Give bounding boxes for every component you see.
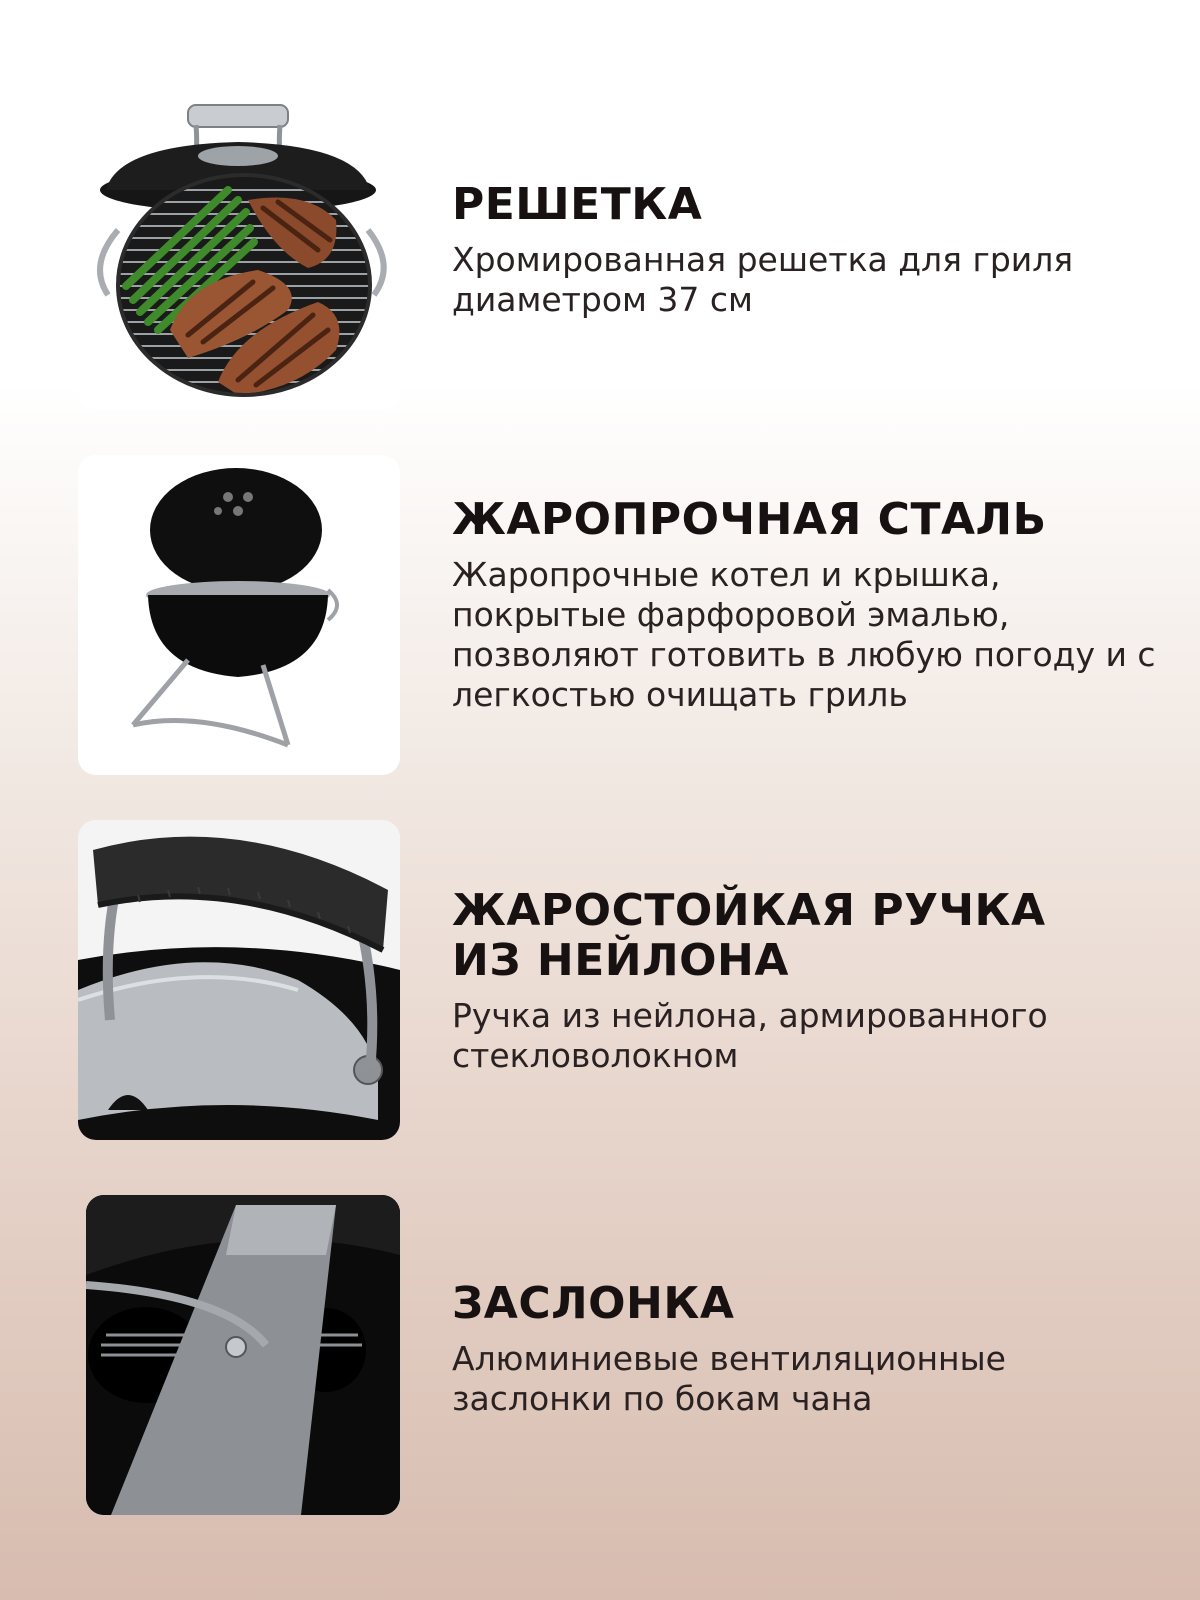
feature-description: Ручка из нейлона, армированного стекловолокном: [452, 996, 1048, 1075]
feature-description: Алюминиевые вентиляционные заслонки по бокам чана: [452, 1339, 1006, 1418]
feature-description: Жаропрочные котел и крышка, покрытые фарфоровой эмалью, позволяют готовить в любую погоду и с легкостью очищать гриль: [452, 555, 1156, 714]
steel-text: [452, 495, 1172, 715]
grill-grate-with-steaks-icon: [78, 90, 400, 410]
handle-image: [78, 820, 400, 1140]
feature-title: ЗАСЛОНКА: [452, 1278, 735, 1329]
feature-damper: [0, 1195, 1200, 1525]
damper-image: [86, 1195, 400, 1515]
grate-image: [78, 90, 400, 410]
damper-text: [452, 1279, 1172, 1419]
nylon-handle-closeup-icon: [78, 820, 400, 1140]
steel-image: [78, 455, 400, 775]
vent-damper-closeup-icon: [86, 1195, 400, 1515]
kettle-grill-open-lid-icon: [78, 455, 400, 775]
feature-description: Хромированная решетка для гриля диаметром 37 см: [452, 240, 1074, 319]
grate-text: [452, 180, 1172, 320]
feature-title: ЖАРОСТОЙКАЯ РУЧКА ИЗ НЕЙЛОНА: [452, 885, 1046, 986]
feature-title: ЖАРОПРОЧНАЯ СТАЛЬ: [452, 494, 1047, 545]
feature-grate: [0, 80, 1200, 420]
feature-heat-resistant-steel: [0, 455, 1200, 785]
feature-nylon-handle: [0, 820, 1200, 1150]
handle-text: [452, 886, 1172, 1076]
feature-title: РЕШЕТКА: [452, 179, 703, 230]
